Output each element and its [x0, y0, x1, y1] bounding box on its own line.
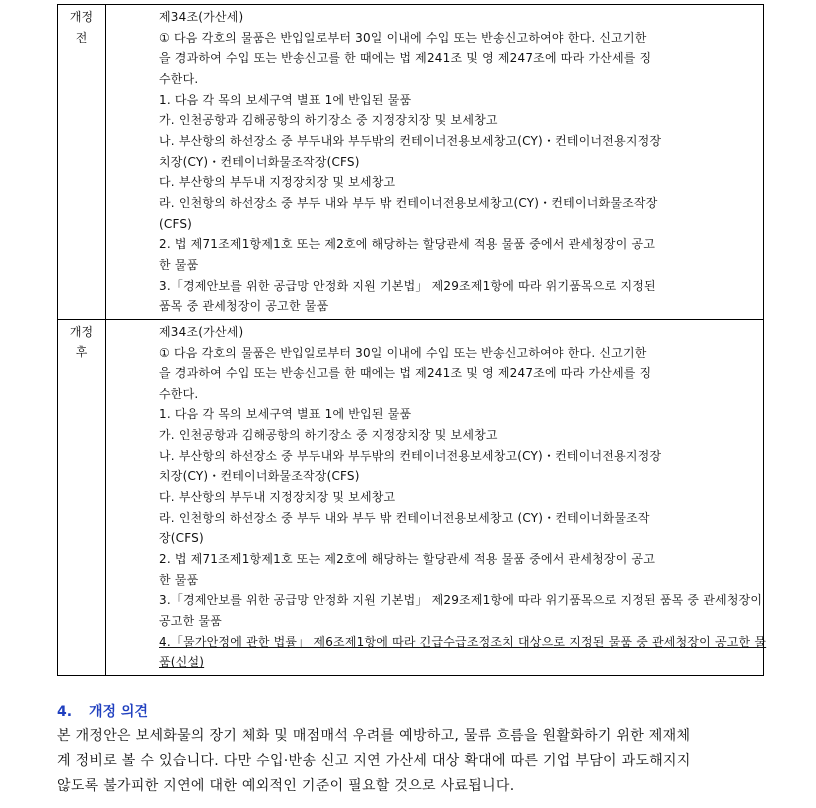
provision-line: 공고한 물품 — [159, 614, 222, 629]
section-title-text: 개정 의견 — [89, 704, 148, 720]
opinion-paragraph — [57, 724, 767, 799]
amendment-new-line: 4.「물가안정에 관한 법률」 제6조제1항에 따라 긴급수급조정조치 대상으로 지정된 물품 중 관세청장이 공고한 물 — [159, 634, 767, 649]
provision-line: 2. 법 제71조제1항제1호 또는 제2호에 해당하는 할당관세 적용 물품 중에서 관세청장이 공고 — [159, 552, 656, 567]
provision-line: 제34조(가산세) — [159, 324, 244, 339]
before-row — [58, 5, 764, 320]
provision-line: 한 물품 — [159, 257, 199, 272]
provision-line: (CFS) — [159, 216, 193, 231]
provision-line: 다. 부산항의 부두내 지정장치장 및 보세창고 — [159, 490, 396, 505]
provision-line: 라. 인천항의 하선장소 중 부두 내와 부두 밖 컨테이너전용보세창고(CY)・컨테이너화물조작장 — [159, 195, 658, 210]
provision-line: 나. 부산항의 하선장소 중 부두내와 부두밖의 컨테이너전용보세창고(CY)・컨테이너전용지정장 — [159, 448, 662, 463]
provision-line: 2. 법 제71조제1항제1호 또는 제2호에 해당하는 할당관세 적용 물품 중에서 관세청장이 공고 — [159, 237, 656, 252]
before-content-cell — [106, 5, 764, 320]
provision-line: 장(CFS) — [159, 531, 204, 546]
after-label-cell — [58, 319, 106, 675]
section-heading — [57, 701, 148, 723]
after-content-cell — [106, 319, 767, 675]
amendment-new-line: 품(신설) — [159, 655, 205, 670]
provision-line: 다. 부산항의 부두내 지정장치장 및 보세창고 — [159, 175, 396, 190]
provision-line: 치장(CY)・컨테이너화물조작장(CFS) — [159, 154, 360, 169]
after-label-line-2: 후 — [75, 345, 88, 360]
provision-line: 을 경과하여 수입 또는 반송신고를 한 때에는 법 제241조 및 영 제247조에 따라 가산세를 징 — [159, 366, 652, 381]
before-label-line-2: 전 — [75, 30, 88, 45]
before-label-line-1: 개정 — [69, 10, 94, 24]
opinion-line: 본 개정안은 보세화물의 장기 체화 및 매점매석 우려를 예방하고, 물류 흐름을 원활화하기 위한 제재체 — [57, 728, 691, 744]
provision-line: 치장(CY)・컨테이너화물조작장(CFS) — [159, 469, 360, 484]
opinion-line: 않도록 불가피한 지연에 대한 예외적인 기준이 필요할 것으로 사료됩니다. — [57, 778, 515, 794]
provision-line: ① 다음 각호의 물품은 반입일로부터 30일 이내에 수입 또는 반송신고하여야 한다. 신고기한 — [159, 345, 647, 360]
provision-line: 을 경과하여 수입 또는 반송신고를 한 때에는 법 제241조 및 영 제247조에 따라 가산세를 징 — [159, 51, 652, 66]
provision-line: 수한다. — [159, 71, 199, 86]
provision-line: 나. 부산항의 하선장소 중 부두내와 부두밖의 컨테이너전용보세창고(CY)・컨테이너전용지정장 — [159, 133, 662, 148]
provision-line: ① 다음 각호의 물품은 반입일로부터 30일 이내에 수입 또는 반송신고하여야 한다. 신고기한 — [159, 30, 647, 45]
after-label-line-1: 개정 — [69, 324, 94, 339]
provision-line: 3.「경제안보를 위한 공급망 안정화 지원 기본법」 제29조제1항에 따라 위기품목으로 지정된 — [159, 278, 656, 293]
provision-line: 가. 인천공항과 김해공항의 하기장소 중 지정장치장 및 보세창고 — [159, 113, 498, 128]
provision-line: 수한다. — [159, 386, 199, 401]
provision-line: 1. 다음 각 목의 보세구역 별표 1에 반입된 물품 — [159, 92, 412, 107]
opinion-line: 계 정비로 볼 수 있습니다. 다만 수입·반송 신고 지연 가산세 대상 확대에 따른 기업 부담이 과도해지지 — [57, 753, 691, 769]
provision-line: 3.「경제안보를 위한 공급망 안정화 지원 기본법」 제29조제1항에 따라 위기품목으로 지정된 품목 중 관세청장이 — [159, 593, 763, 608]
provision-line: 라. 인천항의 하선장소 중 부두 내와 부두 밖 컨테이너전용보세창고 (CY)・컨테이너화물조작 — [159, 510, 650, 525]
section-number: 4. — [57, 704, 73, 720]
provision-line: 가. 인천공항과 김해공항의 하기장소 중 지정장치장 및 보세창고 — [159, 428, 498, 443]
comparison-table — [57, 4, 767, 676]
before-label-cell — [58, 5, 106, 320]
provision-line: 제34조(가산세) — [159, 10, 244, 24]
provision-line: 한 물품 — [159, 572, 199, 587]
after-row — [58, 319, 764, 675]
provision-line: 품목 중 관세청장이 공고한 물품 — [159, 299, 329, 314]
provision-line: 1. 다음 각 목의 보세구역 별표 1에 반입된 물품 — [159, 407, 412, 422]
